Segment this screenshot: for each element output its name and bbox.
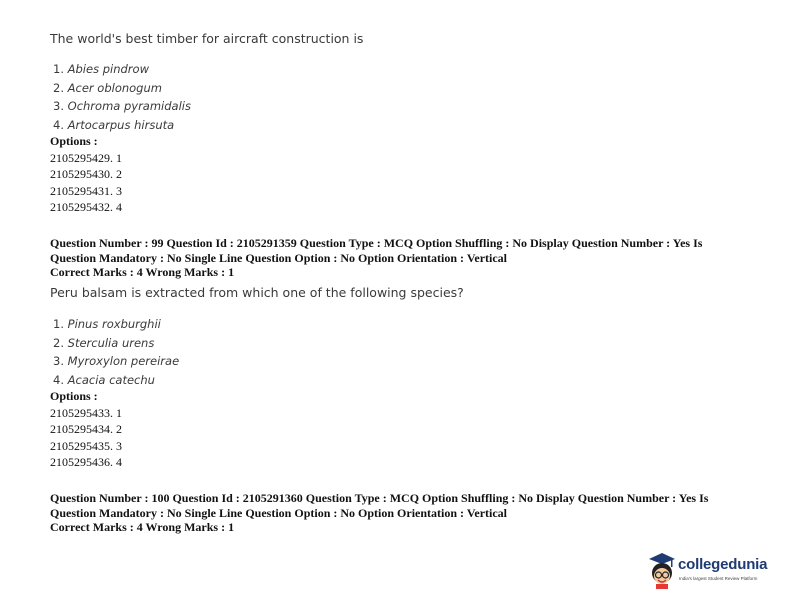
marks-line: Correct Marks : 4 Wrong Marks : 1 bbox=[50, 520, 235, 534]
choice-item: 3. Ochroma pyramidalis bbox=[53, 99, 191, 113]
question-meta-line: Question Number : 100 Question Id : 2105291360 Question Type : MCQ Option Shuffling : No Display Question Number : Yes Is bbox=[50, 491, 709, 505]
question-meta-line: Question Mandatory : No Single Line Question Option : No Option Orientation : Vertical bbox=[50, 505, 508, 520]
graduate-mascot-icon bbox=[646, 550, 678, 590]
marks-line: Correct Marks : 4 Wrong Marks : 1 bbox=[50, 265, 235, 279]
option-id: 2105295435. 3 bbox=[50, 438, 122, 453]
options-label: Options : bbox=[50, 134, 98, 148]
question-text: Peru balsam is extracted from which one of the following species? bbox=[50, 285, 464, 300]
choice-item: 4. Acacia catechu bbox=[53, 372, 155, 387]
option-id: 2105295431. 3 bbox=[50, 183, 122, 198]
collegedunia-logo bbox=[646, 550, 786, 590]
choice-item: 1. Pinus roxburghii bbox=[53, 317, 161, 331]
option-id: 2105295433. 1 bbox=[50, 405, 122, 420]
question-meta-line: Question Mandatory : No Single Line Question Option : No Option Orientation : Vertical bbox=[50, 250, 508, 265]
answer-choices bbox=[50, 315, 179, 389]
option-id: 2105295436. 4 bbox=[50, 455, 122, 469]
question-meta-line: Question Number : 99 Question Id : 2105291359 Question Type : MCQ Option Shuffling : No Display Question Number : Yes Is bbox=[50, 236, 703, 250]
brand-name: collegedunia bbox=[678, 556, 768, 573]
option-id: 2105295434. 2 bbox=[50, 422, 122, 436]
choice-item: 1. Abies pindrow bbox=[53, 62, 149, 76]
options-list bbox=[50, 388, 122, 471]
choice-item: 4. Artocarpus hirsuta bbox=[53, 117, 175, 132]
question-99-meta bbox=[50, 236, 750, 280]
question-100-meta bbox=[50, 491, 750, 535]
options-label: Options : bbox=[50, 389, 98, 403]
question-99 bbox=[50, 285, 464, 301]
question-98 bbox=[50, 31, 363, 47]
question-text: The world's best timber for aircraft construction is bbox=[50, 31, 364, 46]
brand-tagline: India's largest Student Review Platform bbox=[679, 576, 758, 581]
choice-item: 2. Sterculia urens bbox=[53, 335, 155, 350]
option-id: 2105295432. 4 bbox=[50, 200, 122, 214]
choice-item: 2. Acer oblonogum bbox=[53, 80, 162, 95]
answer-choices bbox=[50, 60, 191, 134]
option-id: 2105295430. 2 bbox=[50, 167, 122, 181]
option-id: 2105295429. 1 bbox=[50, 150, 122, 165]
choice-item: 3. Myroxylon pereirae bbox=[53, 354, 180, 368]
options-list bbox=[50, 133, 122, 216]
